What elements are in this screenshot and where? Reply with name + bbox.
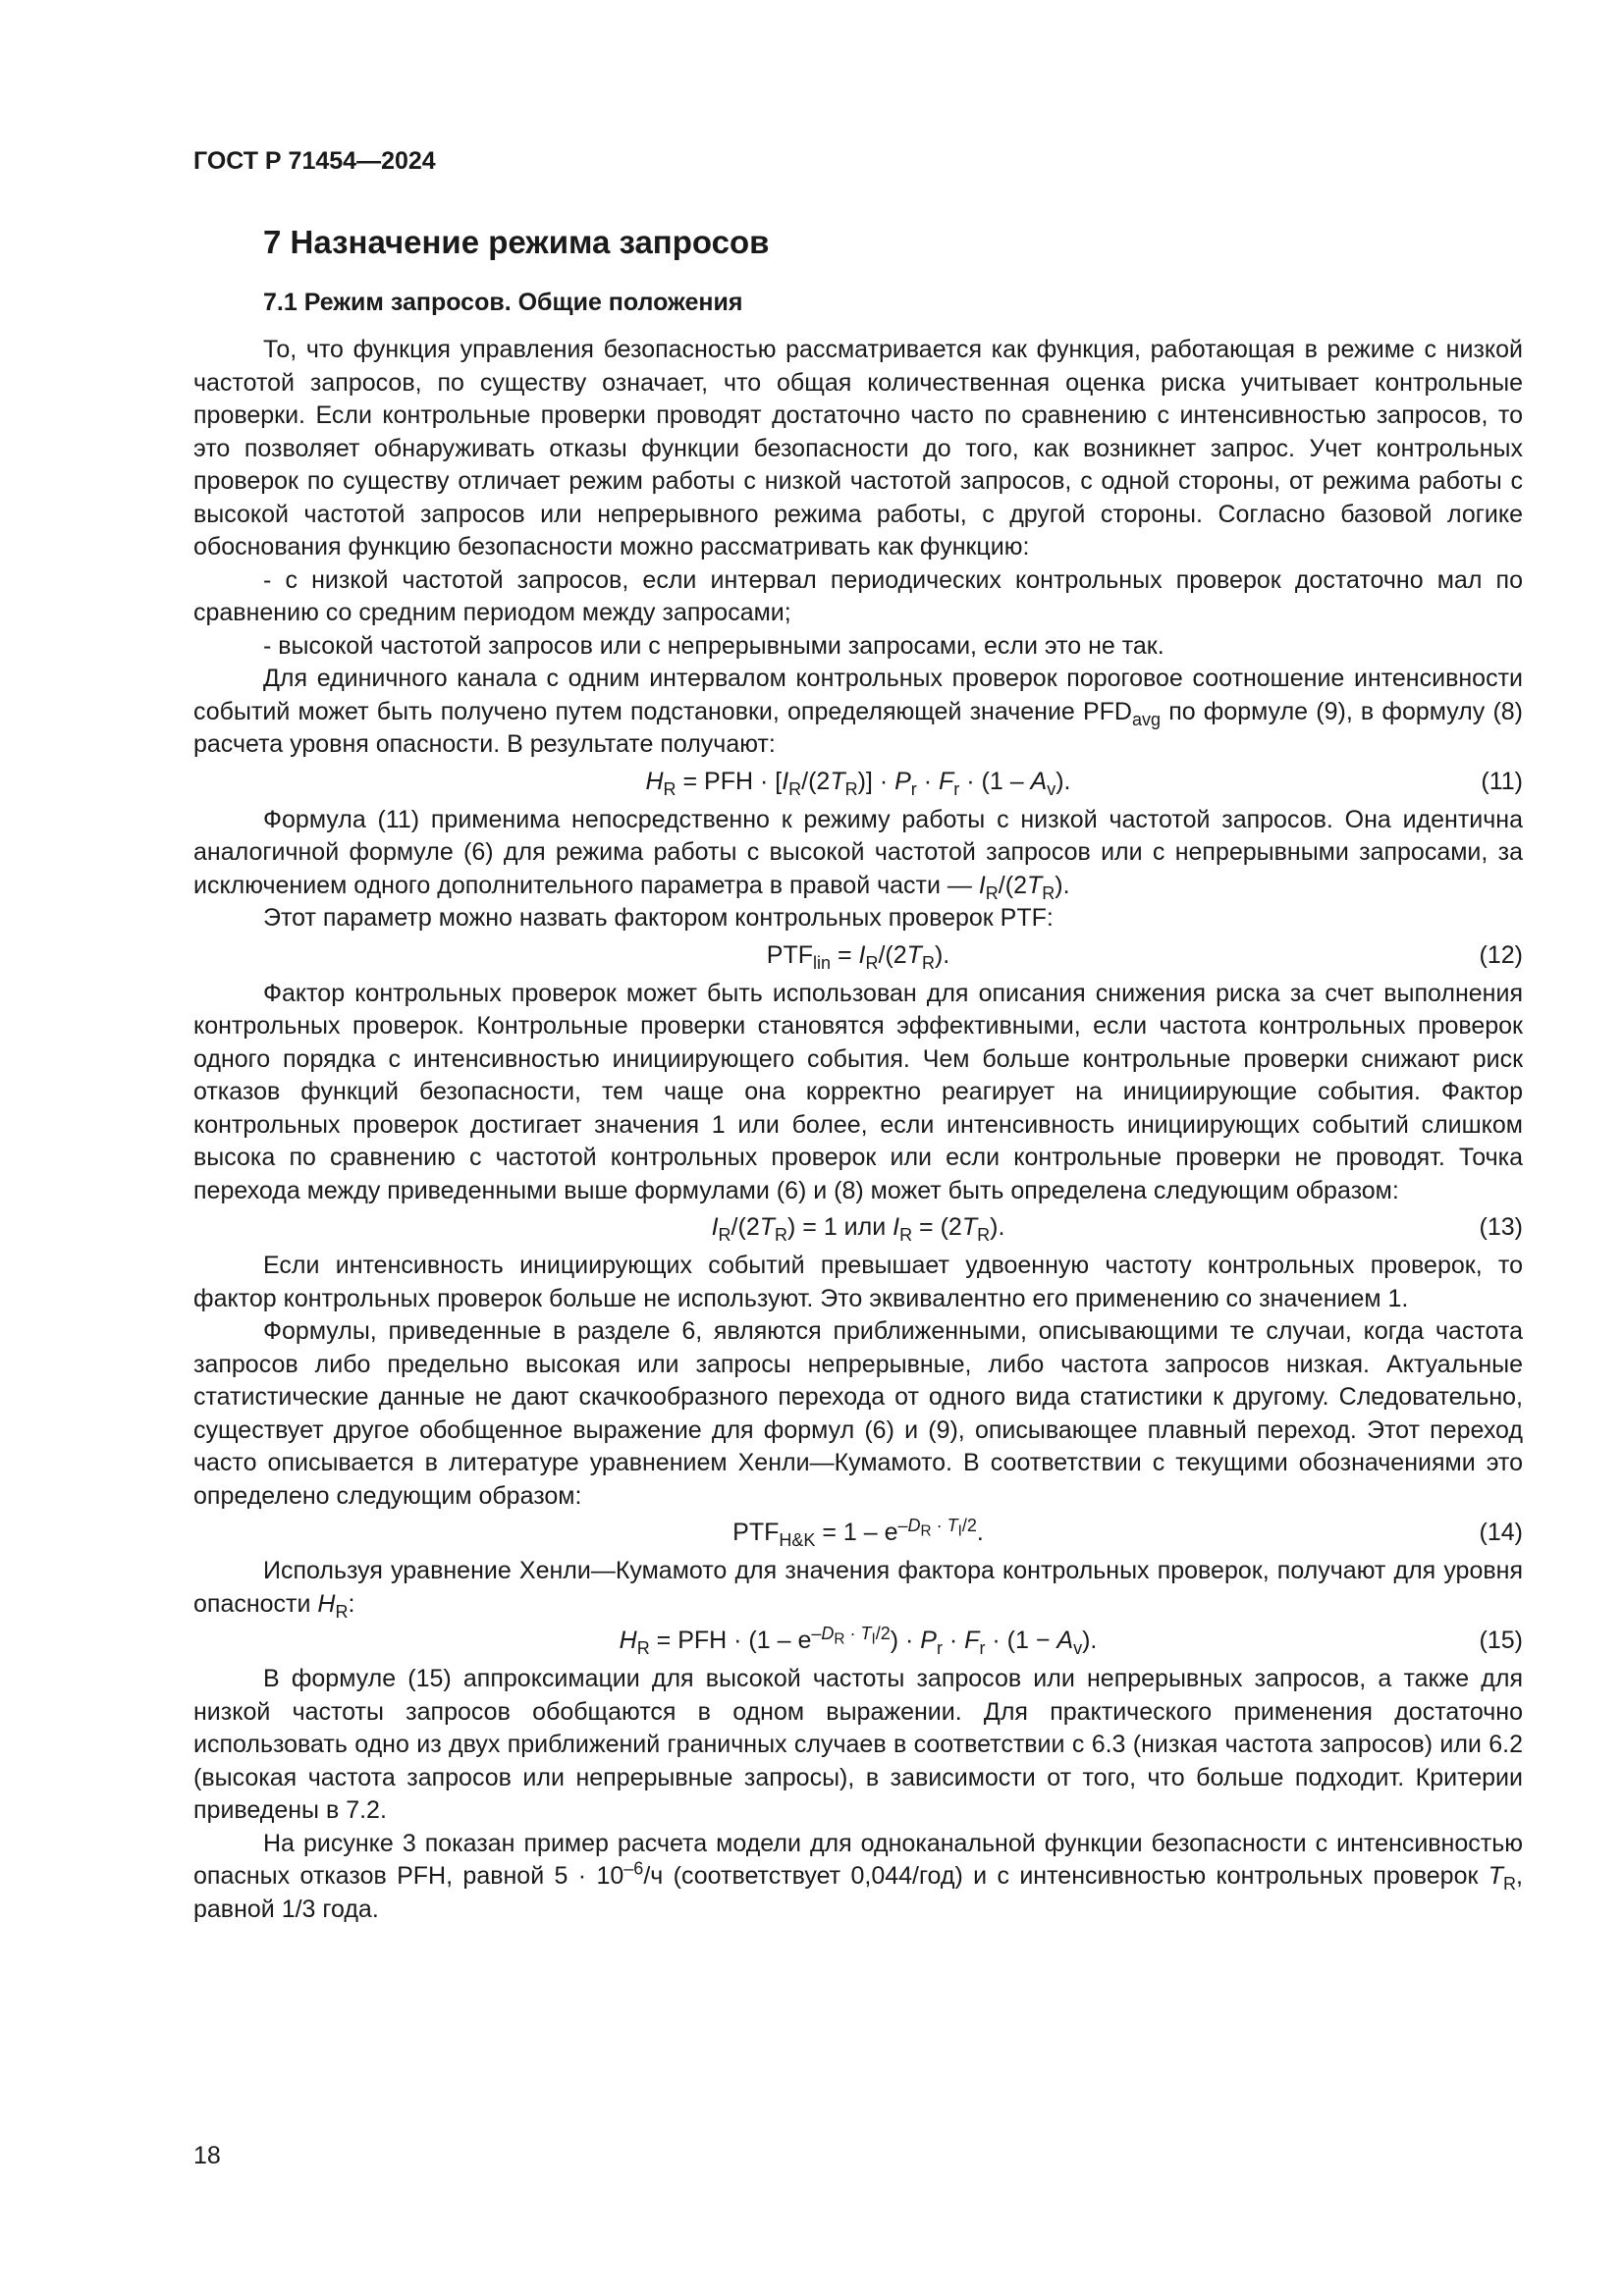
paragraph: Для единичного канала с одним интервалом контрольных проверок пороговое соотношение интенсивности событий может быть получено путем подстановки, определяющей значение $PFD_{avg}$ по формуле (9), в формулу (8) расчета уровня опасности. В результате получают: <box>193 665 1523 758</box>
paragraph: Используя уравнение Хенли—Кумамото для значения фактора контрольных проверок, получают для уровня опасности $H_R$: <box>193 1557 1523 1622</box>
formula-number: (15) <box>1479 1627 1523 1654</box>
document-header: ГОСТ Р 71454—2024 <box>193 147 436 175</box>
formula-number: (12) <box>1479 940 1523 969</box>
formula-12-expression: $PTF_{lin} = I_R/(2T_R)$. <box>766 940 950 973</box>
list-item: - высокой частотой запросов или с непрерывными запросами, если это не так. <box>263 631 1164 660</box>
paragraph: Если интенсивность инициирующих событий превышает удвоенную частоту контрольных проверок, то фактор контрольных проверок больше не используют. Это эквивалентно его применению со значением 1. <box>193 1252 1523 1312</box>
formula-14-expression: $PTF_{H\&K} = 1 - e^{-D_R \cdot T_I/2}$. <box>732 1515 984 1550</box>
formula-11 <box>193 763 1523 802</box>
paragraph: Этот параметр можно назвать фактором контрольных проверок PTF: <box>263 904 1054 932</box>
page-number: 18 <box>193 2142 221 2169</box>
paragraph: Формулы, приведенные в разделе 6, являются приближенными, описывающими те случаи, когда частота запросов либо предельно высокая или запросы непрерывные, либо частота запросов низкая. Актуальные статистические данные не дают скачкообразного перехода от одного вида статистики к другому. Следовательно, существует другое обобщенное выражение для формул (6) и (9), описывающее плавный переход. Этот переход часто описывается в литературе уравнением Хенли—Кумамото. В соответствии с текущими обозначениями это определено следующим образом: <box>193 1317 1523 1510</box>
formula-number: (13) <box>1479 1213 1523 1241</box>
paragraph: Фактор контрольных проверок может быть использован для описания снижения риска за счет выполнения контрольных проверок. Контрольные проверки становятся эффективными, если частота контрольных проверок одного порядка с интенсивностью инициирующего события. Чем больше контрольные проверки снижают риск отказов функций безопасности, тем чаще она корректно реагирует на инициирующие события. Фактор контрольных проверок достигает значения 1 или более, если интенсивность инициирующих событий слишком высока по сравнению с частотой контрольных проверок или если контрольные проверки не проводят. Точка перехода между приведенными выше формулами (6) и (8) может быть определена следующим образом: <box>193 979 1523 1204</box>
formula-number: (11) <box>1481 767 1523 795</box>
paragraph: В формуле (15) аппроксимации для высокой частоты запросов или непрерывных запросов, а также для низкой частоты запросов обобщаются в одном выражении. Для практического применения достаточно использовать одно из двух приближений граничных случаев в соответствии с 6.3 (низкая частота запросов) или 6.2 (высокая частота запросов или непрерывные запросы), в зависимости от того, что больше подходит. Критерии приведены в 7.2. <box>193 1665 1523 1824</box>
formula-15-expression: $H_R$ = PFH · $(1 - e^{-D_R \cdot T_I/2}) \cdot P_r \cdot F_r \cdot (1 - A_v)$. <box>619 1623 1098 1658</box>
body-text <box>193 334 1523 1926</box>
formula-13-expression: $I_R/(2T_R) = 1$ или $I_R = (2T_R)$. <box>711 1213 1005 1245</box>
subsection-heading: 7.1 Режим запросов. Общие положения <box>263 289 743 316</box>
paragraph: То, что функция управления безопасностью рассматривается как функция, работающая в режиме с низкой частотой запросов, по существу означает, что общая количественная оценка риска учитывает контрольные проверки. Если контрольные проверки проводят достаточно часто по сравнению с интенсивностью запросов, то это позволяет обнаруживать отказы функции безопасности до того, как возникнет запрос. Учет контрольных проверок по существу отличает режим работы с низкой частотой запросов, с одной стороны, от режима работы с высокой частотой запросов или непрерывного режима работы, с другой стороны. Согласно базовой логике обоснования функцию безопасности можно рассматривать как функцию: <box>193 336 1523 561</box>
formula-13 <box>193 1208 1523 1248</box>
paragraph: На рисунке 3 показан пример расчета модели для одноканальной функции безопасности с интенсивностью опасных отказов PFH, равной $5 \cdot 10^{-6}/ч$ (соответствует 0,044/год) и с интенсивностью контрольных проверок $T_R$, равной 1/3 года. <box>193 1829 1523 1923</box>
section-heading: 7 Назначение режима запросов <box>263 224 770 260</box>
formula-12 <box>193 936 1523 976</box>
formula-number: (14) <box>1479 1519 1523 1546</box>
formula-11-expression: $H_R$ = PFH · $[I_R/(2T_R)] \cdot P_r \cdot F_r \cdot (1 - A_v)$. <box>645 767 1071 799</box>
formula-15 <box>193 1622 1523 1661</box>
formula-14 <box>193 1514 1523 1553</box>
list-item: - с низкой частотой запросов, если интервал периодических контрольных проверок достаточно мал по сравнению со средним периодом между запросами; <box>193 565 1523 626</box>
paragraph: Формула (11) применима непосредственно к режиму работы с низкой частотой запросов. Она идентична аналогичной формуле (6) для режима работы с высокой частотой запросов или с непрерывными запросами, за исключением одного дополнительного параметра в правой части — $I_R/(2T_R)$. <box>193 805 1523 903</box>
